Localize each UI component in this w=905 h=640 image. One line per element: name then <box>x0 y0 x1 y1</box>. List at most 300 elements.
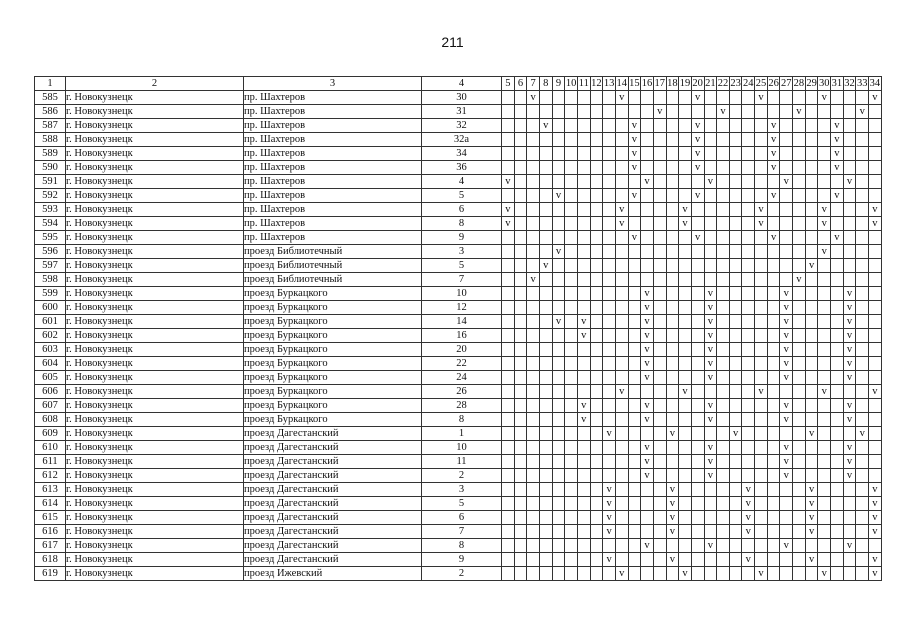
mark-cell <box>577 189 590 203</box>
mark-cell <box>502 483 515 497</box>
mark-cell <box>565 441 578 455</box>
mark-cell <box>577 343 590 357</box>
city-cell: г. Новокузнецк <box>66 525 244 539</box>
mark-cell <box>755 553 768 567</box>
mark-cell <box>691 217 704 231</box>
mark-cell <box>679 301 692 315</box>
mark-cell <box>805 105 818 119</box>
street-cell: проезд Дагестанский <box>244 427 422 441</box>
mark-cell: v <box>615 91 628 105</box>
mark-cell <box>742 189 755 203</box>
mark-cell <box>729 189 742 203</box>
mark-cell <box>514 105 527 119</box>
header-cell: 15 <box>629 78 640 89</box>
mark-cell: v <box>805 497 818 511</box>
mark-cell <box>539 567 552 581</box>
mark-cell <box>805 469 818 483</box>
mark-cell <box>755 483 768 497</box>
mark-cell <box>539 455 552 469</box>
mark-cell <box>527 133 540 147</box>
mark-cell <box>666 259 679 273</box>
mark-cell <box>502 497 515 511</box>
table-row <box>35 273 882 287</box>
mark-cell <box>729 119 742 133</box>
mark-cell <box>565 385 578 399</box>
mark-cell <box>590 511 603 525</box>
mark-cell <box>590 287 603 301</box>
mark-cell <box>767 427 780 441</box>
house-cell: 10 <box>422 287 502 301</box>
mark-cell <box>729 133 742 147</box>
mark-cell <box>603 469 616 483</box>
mark-cell <box>552 427 565 441</box>
mark-cell <box>539 189 552 203</box>
mark-cell <box>565 245 578 259</box>
mark-cell <box>577 91 590 105</box>
mark-cell <box>767 455 780 469</box>
mark-cell <box>717 441 730 455</box>
mark-cell: v <box>539 259 552 273</box>
mark-cell <box>691 175 704 189</box>
mark-cell <box>590 539 603 553</box>
row-number: 597 <box>35 259 66 273</box>
mark-cell <box>628 287 641 301</box>
mark-cell <box>565 525 578 539</box>
table-row <box>35 105 882 119</box>
mark-cell <box>615 119 628 133</box>
mark-cell <box>717 553 730 567</box>
mark-cell: v <box>552 189 565 203</box>
mark-cell: v <box>780 175 793 189</box>
mark-cell <box>565 483 578 497</box>
mark-cell <box>603 259 616 273</box>
mark-cell: v <box>704 343 717 357</box>
mark-cell <box>717 203 730 217</box>
mark-cell <box>691 469 704 483</box>
mark-cell <box>767 371 780 385</box>
mark-cell <box>641 553 654 567</box>
mark-cell <box>539 105 552 119</box>
mark-cell <box>679 343 692 357</box>
house-cell: 3 <box>422 245 502 259</box>
street-cell: проезд Дагестанский <box>244 539 422 553</box>
mark-cell <box>767 441 780 455</box>
mark-cell <box>843 91 856 105</box>
mark-cell <box>666 343 679 357</box>
row-number: 606 <box>35 385 66 399</box>
mark-cell <box>717 511 730 525</box>
mark-cell <box>856 329 869 343</box>
header-cell: 8 <box>539 77 552 91</box>
mark-cell <box>552 511 565 525</box>
house-cell: 5 <box>422 259 502 273</box>
mark-cell <box>539 217 552 231</box>
mark-cell <box>805 273 818 287</box>
mark-cell <box>514 287 527 301</box>
mark-cell <box>641 567 654 581</box>
mark-cell <box>603 189 616 203</box>
mark-cell: v <box>767 161 780 175</box>
header-cell: 12 <box>591 78 602 89</box>
mark-cell <box>856 441 869 455</box>
mark-cell <box>691 259 704 273</box>
mark-cell: v <box>843 469 856 483</box>
mark-cell <box>793 567 806 581</box>
mark-cell <box>717 455 730 469</box>
mark-cell <box>539 385 552 399</box>
mark-cell <box>552 231 565 245</box>
mark-cell <box>717 357 730 371</box>
mark-cell <box>615 175 628 189</box>
mark-cell <box>717 175 730 189</box>
mark-cell <box>704 427 717 441</box>
mark-cell <box>679 357 692 371</box>
mark-cell <box>856 161 869 175</box>
mark-cell <box>539 203 552 217</box>
mark-cell <box>653 161 666 175</box>
mark-cell <box>666 105 679 119</box>
house-cell: 4 <box>422 175 502 189</box>
mark-cell <box>615 105 628 119</box>
mark-cell <box>539 483 552 497</box>
mark-cell <box>527 525 540 539</box>
mark-cell <box>704 161 717 175</box>
street-cell: проезд Дагестанский <box>244 469 422 483</box>
mark-cell: v <box>869 91 882 105</box>
mark-cell <box>653 287 666 301</box>
table-row <box>35 525 882 539</box>
city-cell: г. Новокузнецк <box>66 161 244 175</box>
mark-cell: v <box>704 175 717 189</box>
mark-cell <box>666 399 679 413</box>
mark-cell <box>717 147 730 161</box>
row-number: 595 <box>35 231 66 245</box>
house-cell: 2 <box>422 567 502 581</box>
mark-cell <box>577 497 590 511</box>
mark-cell <box>502 511 515 525</box>
mark-cell: v <box>704 301 717 315</box>
header-cell: 27 <box>781 78 792 89</box>
mark-cell <box>793 245 806 259</box>
mark-cell <box>565 105 578 119</box>
mark-cell <box>780 189 793 203</box>
mark-cell <box>691 105 704 119</box>
mark-cell <box>856 273 869 287</box>
mark-cell <box>742 147 755 161</box>
mark-cell <box>502 413 515 427</box>
mark-cell <box>856 175 869 189</box>
header-cell: 11 <box>578 78 589 89</box>
mark-cell <box>869 315 882 329</box>
mark-cell <box>653 539 666 553</box>
mark-cell: v <box>704 399 717 413</box>
table-row <box>35 231 882 245</box>
mark-cell <box>793 287 806 301</box>
mark-cell <box>577 273 590 287</box>
mark-cell: v <box>552 245 565 259</box>
mark-cell: v <box>691 119 704 133</box>
mark-cell: v <box>502 217 515 231</box>
mark-cell: v <box>843 301 856 315</box>
mark-cell <box>793 175 806 189</box>
mark-cell: v <box>691 147 704 161</box>
mark-cell <box>502 301 515 315</box>
mark-cell <box>527 343 540 357</box>
mark-cell <box>527 511 540 525</box>
mark-cell <box>552 301 565 315</box>
mark-cell <box>831 441 844 455</box>
header-cell: 10 <box>565 78 577 89</box>
mark-cell: v <box>628 147 641 161</box>
mark-cell <box>831 525 844 539</box>
mark-cell <box>704 259 717 273</box>
mark-cell <box>729 91 742 105</box>
table-row <box>35 147 882 161</box>
mark-cell <box>552 175 565 189</box>
mark-cell <box>527 315 540 329</box>
mark-cell: v <box>780 287 793 301</box>
mark-cell <box>653 217 666 231</box>
mark-cell <box>514 175 527 189</box>
mark-cell: v <box>717 105 730 119</box>
mark-cell: v <box>641 399 654 413</box>
mark-cell <box>869 399 882 413</box>
mark-cell <box>729 343 742 357</box>
mark-cell <box>729 455 742 469</box>
mark-cell <box>793 497 806 511</box>
city-cell: г. Новокузнецк <box>66 567 244 581</box>
mark-cell <box>539 441 552 455</box>
table-row <box>35 357 882 371</box>
table-row <box>35 371 882 385</box>
mark-cell <box>539 553 552 567</box>
mark-cell <box>869 455 882 469</box>
mark-cell <box>502 259 515 273</box>
mark-cell <box>729 539 742 553</box>
header-cell: 14 <box>616 78 627 89</box>
mark-cell <box>615 231 628 245</box>
mark-cell <box>514 525 527 539</box>
mark-cell <box>729 441 742 455</box>
header-cell: 18 <box>667 78 678 89</box>
mark-cell <box>742 567 755 581</box>
header-cell: 29 <box>806 78 817 89</box>
mark-cell <box>793 553 806 567</box>
mark-cell <box>767 413 780 427</box>
mark-cell <box>628 329 641 343</box>
house-cell: 32 <box>422 119 502 133</box>
mark-cell <box>552 553 565 567</box>
mark-cell <box>704 189 717 203</box>
mark-cell: v <box>780 301 793 315</box>
mark-cell: v <box>666 525 679 539</box>
mark-cell <box>539 147 552 161</box>
mark-cell <box>818 259 831 273</box>
mark-cell <box>653 483 666 497</box>
mark-cell <box>502 455 515 469</box>
mark-cell <box>818 371 831 385</box>
mark-cell <box>565 343 578 357</box>
mark-cell <box>717 343 730 357</box>
mark-cell <box>856 539 869 553</box>
mark-cell <box>603 245 616 259</box>
mark-cell <box>742 245 755 259</box>
mark-cell <box>755 469 768 483</box>
mark-cell <box>590 147 603 161</box>
mark-cell <box>742 455 755 469</box>
mark-cell <box>565 497 578 511</box>
mark-cell: v <box>843 357 856 371</box>
mark-cell <box>514 189 527 203</box>
mark-cell <box>514 371 527 385</box>
mark-cell <box>793 371 806 385</box>
mark-cell <box>628 315 641 329</box>
mark-cell <box>818 413 831 427</box>
mark-cell <box>767 273 780 287</box>
mark-cell <box>843 483 856 497</box>
mark-cell <box>615 315 628 329</box>
mark-cell <box>793 329 806 343</box>
mark-cell <box>653 273 666 287</box>
mark-cell <box>628 301 641 315</box>
mark-cell <box>843 427 856 441</box>
mark-cell <box>666 315 679 329</box>
mark-cell <box>527 245 540 259</box>
mark-cell <box>577 301 590 315</box>
mark-cell: v <box>502 175 515 189</box>
city-cell: г. Новокузнецк <box>66 385 244 399</box>
mark-cell <box>628 511 641 525</box>
mark-cell <box>552 133 565 147</box>
mark-cell <box>577 147 590 161</box>
mark-cell <box>755 413 768 427</box>
row-number: 600 <box>35 301 66 315</box>
mark-cell: v <box>641 455 654 469</box>
mark-cell <box>539 497 552 511</box>
mark-cell <box>565 315 578 329</box>
mark-cell <box>514 301 527 315</box>
mark-cell <box>502 133 515 147</box>
mark-cell <box>831 483 844 497</box>
mark-cell <box>780 231 793 245</box>
mark-cell <box>514 567 527 581</box>
mark-cell <box>666 91 679 105</box>
mark-cell <box>780 511 793 525</box>
mark-cell <box>843 511 856 525</box>
mark-cell <box>577 469 590 483</box>
mark-cell <box>704 497 717 511</box>
mark-cell <box>831 91 844 105</box>
street-cell: пр. Шахтеров <box>244 231 422 245</box>
mark-cell <box>767 217 780 231</box>
table-row <box>35 413 882 427</box>
mark-cell <box>729 105 742 119</box>
mark-cell <box>603 119 616 133</box>
mark-cell <box>666 539 679 553</box>
mark-cell <box>527 217 540 231</box>
mark-cell <box>856 483 869 497</box>
mark-cell <box>641 119 654 133</box>
house-cell: 20 <box>422 343 502 357</box>
mark-cell <box>691 357 704 371</box>
mark-cell <box>552 203 565 217</box>
mark-cell: v <box>704 315 717 329</box>
mark-cell <box>641 105 654 119</box>
mark-cell <box>514 441 527 455</box>
mark-cell <box>755 427 768 441</box>
mark-cell <box>603 91 616 105</box>
mark-cell <box>780 273 793 287</box>
mark-cell <box>653 441 666 455</box>
mark-cell <box>527 231 540 245</box>
mark-cell <box>527 553 540 567</box>
mark-cell <box>793 385 806 399</box>
row-number: 610 <box>35 441 66 455</box>
mark-cell <box>577 245 590 259</box>
mark-cell <box>666 413 679 427</box>
mark-cell <box>666 161 679 175</box>
mark-cell <box>717 427 730 441</box>
mark-cell <box>729 217 742 231</box>
mark-cell <box>869 539 882 553</box>
mark-cell <box>539 231 552 245</box>
mark-cell <box>527 175 540 189</box>
mark-cell <box>577 455 590 469</box>
mark-cell <box>729 413 742 427</box>
mark-cell <box>666 287 679 301</box>
mark-cell <box>502 91 515 105</box>
mark-cell <box>502 105 515 119</box>
table-row <box>35 203 882 217</box>
city-cell: г. Новокузнецк <box>66 329 244 343</box>
row-number: 585 <box>35 91 66 105</box>
mark-cell: v <box>691 91 704 105</box>
mark-cell <box>831 273 844 287</box>
mark-cell <box>628 217 641 231</box>
street-cell: проезд Дагестанский <box>244 441 422 455</box>
mark-cell <box>704 567 717 581</box>
mark-cell <box>615 497 628 511</box>
mark-cell <box>869 469 882 483</box>
mark-cell <box>552 497 565 511</box>
city-cell: г. Новокузнецк <box>66 441 244 455</box>
mark-cell <box>869 259 882 273</box>
row-number: 612 <box>35 469 66 483</box>
mark-cell <box>628 539 641 553</box>
header-cell: 2 <box>66 77 244 91</box>
mark-cell <box>502 343 515 357</box>
mark-cell <box>653 497 666 511</box>
mark-cell <box>691 413 704 427</box>
mark-cell <box>514 511 527 525</box>
mark-cell <box>729 329 742 343</box>
mark-cell <box>502 539 515 553</box>
city-cell: г. Новокузнецк <box>66 399 244 413</box>
mark-cell <box>590 273 603 287</box>
mark-cell <box>628 399 641 413</box>
mark-cell <box>666 189 679 203</box>
mark-cell <box>590 329 603 343</box>
mark-cell <box>565 287 578 301</box>
mark-cell: v <box>805 511 818 525</box>
mark-cell: v <box>856 427 869 441</box>
mark-cell <box>793 455 806 469</box>
mark-cell: v <box>679 217 692 231</box>
mark-cell: v <box>704 371 717 385</box>
mark-cell <box>590 189 603 203</box>
mark-cell <box>843 161 856 175</box>
mark-cell <box>666 455 679 469</box>
